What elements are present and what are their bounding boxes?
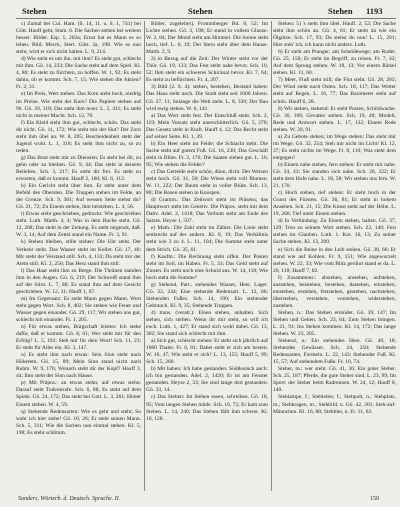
- entry-paragraph: Stehlampe, f.; Stehleiter, f.; Stehpult, n.; Stehplatz, m.; Stehkragen, m.; Stehbild, n. Gö. 42, 201; Steh-auf-Männchen. Kl. 16, 88; Stehbier, n. Fr. 11, 63.: [273, 394, 396, 415]
- entry-paragraph: f) Zusammens.: abstehen, anstehen, aufstehen, ausstehen, beistehen, bestehen, dastehen, einstehen, entstehen, erstehen, feststehen, gestehen, nachstehen, überstehen, verstehen, vorstehen, widerstehen, zustehen.: [273, 274, 396, 309]
- entry-paragraph: b) Mit haben: Ich habe gestanden. Süddeutsch auch: ich bin gestanden. Adel. 2, 1420; Er ist am Fenster gestanden. Heyse 2, 33; Sie sind lange dort gestanden. Gö. 33, 14.: [146, 366, 268, 394]
- entry-paragraph: c) Hoch stehen, tief stehen: Er steht hoch in der Gunst des Fürsten. Gö. 36, 81; Er steht in hohem Ansehen. Sch. 21, 15; Die Kunst steht auf der Höhe. L. 19, 260; Tief unter Einem stehen.: [273, 190, 396, 218]
- column-divider: [271, 21, 272, 491]
- running-head-center: Stehen: [188, 6, 213, 16]
- entry-paragraph: q) Stehende Redensarten: Wie es geht und steht; So wahr ich hier stehe! Gö. 10, 26; Er steht seinen Mann. Sch. 5, 311; Wie die Sachen nun einmal stehen. Kl. 5, 198; Es steht schlimm.: [16, 408, 141, 436]
- entry-paragraph: 2) in Bezug auf die Zeit: Der Winter steht vor der Thür. Gö. 19, 133; Das Fest steht nahe bevor. Sch. 10, 52; Ihm steht ein schweres Schicksal bevor. Kl. 7, 64; Es steht zu befürchten. Fr. 4, 207.: [146, 56, 268, 84]
- entry-paragraph: 8) Wir stehen, stehend: Er steht Posten, Schildwache. Gö. 30, 166; Gevatter stehen. Sch. 19, 48; Modell, Rede und Antwort stehen. L. 17, 132; Einem Rede stehen. W. 20, 91.: [273, 105, 396, 133]
- text-column-1: [16, 21, 141, 491]
- entry-paragraph: a) Das Wort steht fest. Der Entschluß steht. Sch. 2, 119; Mein Vorsatz steht unerschütterlich. Gö. 5, 270; Das Gesetz steht in Kraft. Hauff 4, 12; Das Recht steht auf seiner Seite. Kl. 1, 39.: [146, 112, 268, 140]
- entry-paragraph: g) Das Boot steht mir zu Diensten; Es steht bei dir, zu gehn oder zu bleiben. Gö. 9, 44; Das steht in deinem Belieben. Sch. 3, 217; Es steht dir frei. Es steht zu erwarten, daß er kommt. Hauff 2, 160; Kl. 6, 112.: [16, 154, 141, 183]
- running-head-right: Stehen: [328, 6, 353, 16]
- entry-paragraph: f) Kaufm.: Die Rechnung steht offen. Der Posten steht im Soll, im Haben. Fr. 5, 33; Das Geld steht auf Zinsen. Es steht noch eine Schuld aus. W. 14, 118; Wie hoch steht die Summe?: [146, 253, 268, 281]
- entry-paragraph: c) Zumal bei Col. Ham. (S. 14, 11. u. S. 1, 741) bei Gött. Hauff geht; Stam. 6. Die Sachen stehen bei weitem besser. Bilder. Esp. 1, 262a; Ernst hat es Mann es so leben. Bild. Merck, Stert. Gött. 3a, 198. Wie es nun steht, wird er sich nicht halten. L. 9, 214.: [16, 21, 141, 56]
- entry-paragraph: a) Zu Gebote stehen; im Wege stehen: Das steht mir im Wege. Gö. 32, 254; Steh mir nicht im Licht! Kl. 12, 37; Es steht nichts im Wege. Fr. 8, 110; Was steht dem entgegen?: [273, 133, 396, 161]
- entry-paragraph: e) Im Preis, Wert stehen: Das Korn steht hoch, niedrig im Preise. Wie steht der Kurs? Die Papiere stehen auf 96. Gö. 20, 118; Das steht ihm teuer. L. 2, 411; Es steht nicht in meiner Macht. Sch. 12, 70.: [16, 91, 141, 119]
- column-divider: [144, 21, 145, 491]
- entry-paragraph: 6) Er steht am Pranger; am Scheidewege; am Ruder. Gö. 25, 150; Er steht im Begriff, zu reisen. Fr. 7, 42; Auf dem Sprung stehen. W. 18, 13; Vor einem Rätsel stehen. Kl. 11, 60.: [273, 49, 396, 77]
- running-head-left: Stehen: [22, 6, 47, 16]
- entry-paragraph: Stehen, n.: Das Stehen ermüdet. Gö. 39, 147; Im Stehen und Gehen. Sch. 23, 64; Zum Stehen bringen. L. 21, 91; Ins Stehen kommen. Kl. 14, 172; Das lange Stehen. W. 23, 205.: [273, 309, 396, 338]
- entry-paragraph: c) Das Stehen: Im Stehen essen, schreiben. Gö. 18, 95; Vom langen Stehen müde. Sch. 16, 72; Er kam zum Stehen. L. 14, 240; Das Stehen fällt ihm schwer. Kl. 10, 128.: [146, 394, 268, 422]
- entry-paragraph: o) Es steht ihm nach etwas: Sein Sinn steht nach Höherem. Gö. 15, 89; Mein Sinn stand nicht nach Ruhm. W. 9, 176; Wonach steht dir der Kopf? Hauff 3, 44; Ihm steht der Sinn nach Hause.: [16, 352, 141, 380]
- text-column-2: [146, 21, 268, 491]
- entry-paragraph: h) Ein Gericht steht über ihm. Er steht unter dem Befehl des Obersten. Die Truppen stehen im Felde, an der Grenze. Sch. 9, 301; Auf wessen Seite stehst du? Gö. 21, 72; Zu Einem stehen, ihm beistehen. L. 4, 56.: [16, 183, 141, 211]
- entry-paragraph: g) Stehend, Part.: stehendes Wasser, Heer, Lager. Gö. 22, 244; Eine stehende Redensart. L. 12, 66; Stehenden Fußes. Sch. 14, 190; Ein stehender Gebrauch. Kl. 9, 35; Stehende Truppen.: [146, 281, 268, 309]
- entry-paragraph: 7) Meer, Fluß steht still; die Flut steht. Gö. 28, 203; Der Wind steht nach Osten. Sch. 18, 117; Das Wetter steht auf Regen. L. 16, 77; Das Barometer steht auf schön. Hauff 6, 28.: [273, 77, 396, 105]
- entry-paragraph: b) Einem nahe stehen, fern stehen: Er steht mir nahe. Gö. 34, 43; Sie standen sich nahe. Sch. 20, 222; Er steht dem Hofe nahe. L. 18, 58; Wir stehen uns fern. W. 21, 170.: [273, 161, 396, 190]
- text-column-3: [273, 21, 396, 491]
- entry-paragraph: n) Für etwas stehen, Bürgschaft leisten: Ich stehe dafür, daß er kommt. Gö. 8, 61; Wer steht mir für den Erfolg? L. 5, 192; Steh mir für dein Wort! Sch. 11, 23; Er steht für Alles ein. Kl. 3, 147.: [16, 324, 141, 352]
- entry-paragraph: e) Math.: Die Zahl steht im Zähler. Die Linie steht senkrecht auf der andern. Kl. 8, 19; Das Verhältnis steht wie 3 zu 4. L. 11, 104; Die Summe steht unter dem Strich. Gö. 35, 61.: [146, 225, 268, 253]
- entry-paragraph: Bilder, zugeleitet]. Frommberger Bd. 8, 52; Im Lichte stehen. Gö. 3, 198; Er stand in vollem Glanze. W. 2, 84; Der Mond steht am Himmel. Die Sonne steht hoch, tief. L. 6, 19; Der Stern steht über dem Hause. Matth. 2, 9.: [146, 21, 268, 56]
- entry-paragraph: Stehend, a.: Ein stehendes Heer. Gö. 40, 18; Stehendes Gewässer. Sch. 24, 250; Stehende Redensarten, Formeln. L. 22, 143; Stehender Fuß. Kl. 15, 57; Auf stehendem Fuße. Fr. 10, 74.: [273, 338, 396, 366]
- entry-paragraph: k) Stehen bleiben, stille stehen: Die Uhr steht. Der Verkehr steht. Das Wasser steht im Keller. Gö. 17, 40; Mir steht der Verstand still. Sch. 4, 133; Da steht mir der Atem still. Kl. 2, 250; Das Herz stand ihm still.: [16, 239, 141, 267]
- entry-paragraph: p) Mit Präpos.: an etwas stehn; auf etwas stehn: Darauf steht Todesstrafe. Sch. 6, 88; Es steht auf dem Spiele. Gö. 24, 172; Das steht bei Gott. L. 3, 261; Hinter Einem stehen. W. 4, 59.: [16, 380, 141, 408]
- sheet-number: 150: [370, 496, 379, 502]
- entry-paragraph: e) Sich die Beine in den Leib stehen. Gö. 38, 66; Er stand wie auf Kohlen. Fr. 9, 151; Wie angewurzelt stehen. W. 22, 33; Wie vom Blitz gerührt stand er da. L. 20, 118; Hauff 7, 82.: [273, 246, 396, 274]
- header-rule: [16, 18, 396, 19]
- entry-paragraph: 4) trans. (veralt.): Einen stehen, anhalten. Sich stehen, sich stellen. Wenn ihr mir steht, so will ich euch. Luth. 1, 427; Er stand sich wohl dabei. Gö. 13, 302; Sie stand sich schlecht mit ihm.: [146, 309, 268, 338]
- entry-paragraph: m) Im Gegensatz: Es steht Mann gegen Mann. Wort steht gegen Wort. Sch. 8, 402; Sie stehen wie Feuer und Wasser gegen einander. Gö. 29, 117; Wir stehen uns gut, schlecht mit einander. Fr. 1, 205.: [16, 295, 141, 323]
- entry-paragraph: Stehen: 5) 's steht ihm übel. Haufl. 2, 52; Die Sache steht ihm schön an. Gö. 4, 61; Er steht da wie ein Ölgötze. Sch. 17, 93; Da stehst du nun! L. 15, 201; Hier steh' ich, ich kann nicht anders. Luth.: [273, 21, 396, 49]
- entry-paragraph: a) Sich gut, schlecht stehen: Er steht sich jährlich auf 1000 Thaler. Fr. 6, 81; Dabei steht er sich am besten. W. 16, 47; Wie steht er sich? L. 13, 155; Hauff 5, 99; Sch. 15, 260.: [146, 338, 268, 366]
- entry-paragraph: b) Ein Heer steht im Felde; die Schlacht steht. Die Sache steht auf gutem Fuß. Gö. 16, 230; Das Geschäft steht in Blüte. Fr. 2, 176; Die Saaten stehen gut. L. 10, 95; Wie stehen die Felder?: [146, 140, 268, 168]
- entry-paragraph: l) Das Haar steht ihm zu Berge. Die Thränen standen ihm in den Augen. Gö. 6, 219; Der Schweiß stand ihm auf der Stirn. L. 7, 88; Es stand ihm auf dem Gesicht geschrieben. W. 12, 31; Hauff 1, 67.: [16, 267, 141, 295]
- entry-paragraph: d) Gramm.: Das Zeitwort steht im Präsens; das Hauptwort steht im Genetiv. Die Präpos. steht mit dem Dativ. Adel. 2, 1418; Das Verbum steht am Ende des Satzes. Heyse 1, 507.: [146, 197, 268, 225]
- entry-paragraph: d) In Verbindung: Zu Einem stehen, halten. Gö. 37, 129; Treu zu seinem Wort stehen. Sch. 22, 140; Fest stehen im Glauben. Luth. 1. Kor. 16, 13; Zu seiner Sache stehen. Kl. 13, 209.: [273, 218, 396, 246]
- page-number: 1193: [366, 6, 383, 16]
- entry-paragraph: i) Etwas steht geschrieben, gedruckt: Wie geschrieben steht. Luth. Matth. 4, 4; Was in dem Buche steht. Gö. 12, 208; Das steht in der Zeitung. Es steht nirgends, daß. W. 3, 14; Auf dem Zettel stand ein Name. Fr. 3, 91.: [16, 211, 141, 239]
- entry-paragraph: 3) Bild (2. S. 4): stehen, bestehen, Bestand haben: Das Haus steht noch. Die Stadt steht seit 1000 Jahren. Gö. 27, 11; Solange die Welt steht. L. 8, 330; Der Bau wird ewig stehen. W. 6, 141.: [146, 84, 268, 112]
- entry-paragraph: d) Wie steht es um ihn, mit ihm? Es steht gut, schlecht mit ihm. Gö. 14, 233; Die Sache steht auf dem Spiel. Kl. 4, 80; Es steht zu fürchten, zu hoffen. W. 1, 92; Es steht dahin, ob er kommt. Sch. 7, 15; Wie stehen die Aktien? Fr. 2, 31.: [16, 56, 141, 91]
- entry-paragraph: Steher, m.: wer steht. Gö. 41, 36; Ein guter Steher. Sch. 25, 187; Pferde, die gute Steher sind. L. 23, 99; Im Sport: der Steher beim Radrennen. W. 24, 12; Hauff 8, 140.: [273, 366, 396, 394]
- entry-paragraph: c) Das Getreide steht schön, dünn, dicht. Der Weizen steht hoch. Gö. 31, 58; Die Wiese steht voll Blumen. W. 11, 222; Der Baum steht in voller Blüte. Sch. 13, 80; Die Rosen stehen in Knospen.: [146, 168, 268, 197]
- entry-paragraph: f) Ein Kleid steht ihm gut, schlecht, schön. Das steht dir nicht. Gö. 11, 172; Wie steht mir der Hut? Der Zorn steht ihm übel an. W. 8, 205; Bescheidenheit steht der Jugend wohl. L. 1, 318; Es steht ihm nicht zu, so zu reden.: [16, 119, 141, 154]
- printer-signature: Sanders, Wörterb. d. Deutsch. Sprache. II.: [18, 496, 121, 502]
